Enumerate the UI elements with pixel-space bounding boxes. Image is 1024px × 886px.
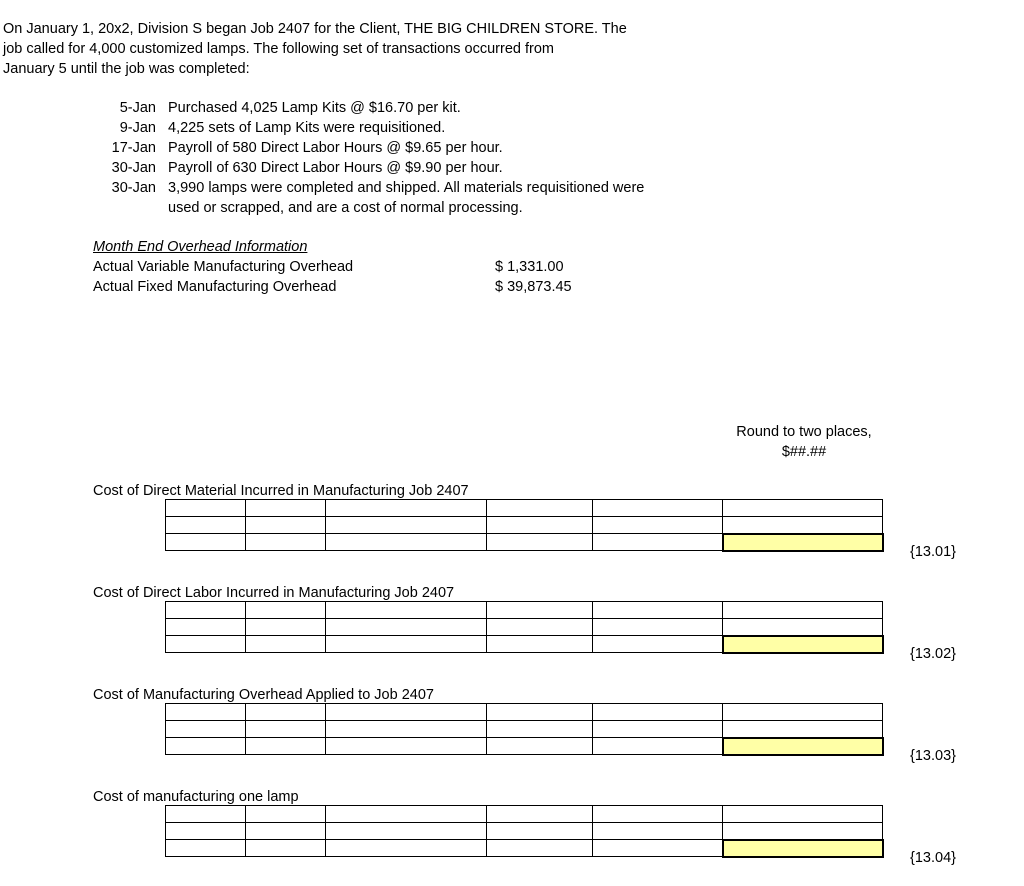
grid-cell[interactable] bbox=[326, 806, 487, 823]
reference-code: {13.04} bbox=[910, 850, 956, 866]
grid-cell[interactable] bbox=[326, 738, 487, 755]
grid-cell[interactable] bbox=[487, 517, 593, 534]
grid-cell[interactable] bbox=[487, 619, 593, 636]
overhead-label: Actual Variable Manufacturing Overhead bbox=[93, 259, 354, 275]
grid-cell[interactable] bbox=[246, 500, 326, 517]
transaction-desc: 4,225 sets of Lamp Kits were requisitioned. bbox=[168, 120, 446, 136]
grid-cell[interactable] bbox=[326, 721, 487, 738]
grid-cell[interactable] bbox=[166, 721, 246, 738]
grid-cell[interactable] bbox=[246, 721, 326, 738]
transaction-desc: used or scrapped, and are a cost of normal processing. bbox=[168, 200, 523, 216]
grid-cell[interactable] bbox=[593, 619, 723, 636]
grid-cell[interactable] bbox=[246, 619, 326, 636]
grid-cell[interactable] bbox=[166, 806, 246, 823]
reference-code: {13.02} bbox=[910, 646, 956, 662]
grid-cell[interactable] bbox=[487, 704, 593, 721]
answer-grid-overhead-applied bbox=[165, 703, 884, 756]
transaction-row bbox=[100, 118, 800, 138]
grid-cell[interactable] bbox=[723, 500, 883, 517]
overhead-label: Actual Fixed Manufacturing Overhead bbox=[93, 279, 337, 295]
grid-cell[interactable] bbox=[326, 500, 487, 517]
grid-cell[interactable] bbox=[246, 738, 326, 755]
grid-cell[interactable] bbox=[246, 636, 326, 653]
overhead-heading: Month End Overhead Information bbox=[93, 239, 308, 255]
grid-cell[interactable] bbox=[246, 704, 326, 721]
answer-grid-direct-material bbox=[165, 499, 884, 552]
grid-cell[interactable] bbox=[593, 721, 723, 738]
reference-code: {13.01} bbox=[910, 544, 956, 560]
overhead-value: $ 39,873.45 bbox=[495, 279, 572, 295]
grid-cell[interactable] bbox=[166, 636, 246, 653]
grid-cell[interactable] bbox=[487, 806, 593, 823]
grid-cell[interactable] bbox=[166, 738, 246, 755]
rounding-instruction: Round to two places, $##.## bbox=[736, 424, 872, 460]
answer-cell[interactable] bbox=[723, 738, 883, 755]
transaction-desc: Payroll of 630 Direct Labor Hours @ $9.90 per hour. bbox=[168, 160, 503, 176]
grid-cell[interactable] bbox=[487, 636, 593, 653]
grid-cell[interactable] bbox=[246, 534, 326, 551]
transaction-row bbox=[100, 178, 800, 198]
grid-cell[interactable] bbox=[246, 840, 326, 857]
intro-paragraph bbox=[3, 19, 627, 79]
transaction-desc: Payroll of 580 Direct Labor Hours @ $9.65 per hour. bbox=[168, 140, 503, 156]
grid-cell[interactable] bbox=[166, 517, 246, 534]
grid-cell[interactable] bbox=[723, 602, 883, 619]
transaction-date: 17-Jan bbox=[111, 140, 156, 156]
grid-cell[interactable] bbox=[487, 823, 593, 840]
transaction-row bbox=[100, 158, 800, 178]
grid-cell[interactable] bbox=[166, 704, 246, 721]
transaction-desc: Purchased 4,025 Lamp Kits @ $16.70 per kit. bbox=[168, 100, 461, 116]
grid-cell[interactable] bbox=[326, 619, 487, 636]
grid-cell[interactable] bbox=[723, 721, 883, 738]
grid-cell[interactable] bbox=[326, 602, 487, 619]
grid-cell[interactable] bbox=[166, 840, 246, 857]
grid-cell[interactable] bbox=[326, 704, 487, 721]
grid-cell[interactable] bbox=[166, 602, 246, 619]
grid-cell[interactable] bbox=[723, 704, 883, 721]
answer-cell[interactable] bbox=[723, 636, 883, 653]
grid-cell[interactable] bbox=[326, 534, 487, 551]
grid-cell[interactable] bbox=[723, 823, 883, 840]
transaction-date: 30-Jan bbox=[111, 180, 156, 196]
transaction-row bbox=[100, 98, 800, 118]
intro-line: On January 1, 20x2, Division S began Job 2407 for the Client, THE BIG CHILDREN STORE. The bbox=[3, 21, 627, 37]
grid-cell[interactable] bbox=[593, 636, 723, 653]
grid-cell[interactable] bbox=[246, 517, 326, 534]
transaction-date: 5-Jan bbox=[119, 100, 156, 116]
grid-cell[interactable] bbox=[246, 806, 326, 823]
transaction-row bbox=[100, 198, 800, 218]
answer-cell[interactable] bbox=[723, 534, 883, 551]
grid-cell[interactable] bbox=[593, 704, 723, 721]
transaction-desc: 3,990 lamps were completed and shipped. All materials requisitioned were bbox=[168, 180, 645, 196]
section-title-overhead-applied: Cost of Manufacturing Overhead Applied to Job 2407 bbox=[93, 687, 434, 703]
grid-cell[interactable] bbox=[166, 534, 246, 551]
transaction-date: 9-Jan bbox=[119, 120, 156, 136]
grid-cell[interactable] bbox=[487, 840, 593, 857]
grid-cell[interactable] bbox=[593, 602, 723, 619]
grid-cell[interactable] bbox=[246, 602, 326, 619]
answer-grid-direct-labor bbox=[165, 601, 884, 654]
grid-cell[interactable] bbox=[723, 517, 883, 534]
grid-cell[interactable] bbox=[593, 840, 723, 857]
grid-cell[interactable] bbox=[593, 806, 723, 823]
section-title-cost-per-lamp: Cost of manufacturing one lamp bbox=[93, 789, 299, 805]
grid-cell[interactable] bbox=[326, 840, 487, 857]
grid-cell[interactable] bbox=[593, 534, 723, 551]
grid-cell[interactable] bbox=[246, 823, 326, 840]
grid-cell[interactable] bbox=[326, 636, 487, 653]
grid-cell[interactable] bbox=[487, 721, 593, 738]
grid-cell[interactable] bbox=[166, 500, 246, 517]
grid-cell[interactable] bbox=[593, 517, 723, 534]
transaction-row bbox=[100, 138, 800, 158]
transaction-date: 30-Jan bbox=[111, 160, 156, 176]
grid-cell[interactable] bbox=[487, 602, 593, 619]
grid-cell[interactable] bbox=[593, 738, 723, 755]
grid-cell[interactable] bbox=[487, 534, 593, 551]
intro-line: job called for 4,000 customized lamps. The following set of transactions occurred from bbox=[3, 41, 554, 57]
grid-cell[interactable] bbox=[326, 517, 487, 534]
reference-code: {13.03} bbox=[910, 748, 956, 764]
grid-cell[interactable] bbox=[326, 823, 487, 840]
answer-cell[interactable] bbox=[723, 840, 883, 857]
grid-cell[interactable] bbox=[487, 738, 593, 755]
grid-cell[interactable] bbox=[723, 619, 883, 636]
grid-cell[interactable] bbox=[593, 823, 723, 840]
grid-cell[interactable] bbox=[593, 500, 723, 517]
answer-grid-cost-per-lamp bbox=[165, 805, 884, 858]
section-title-direct-material: Cost of Direct Material Incurred in Manufacturing Job 2407 bbox=[93, 483, 469, 499]
section-title-direct-labor: Cost of Direct Labor Incurred in Manufacturing Job 2407 bbox=[93, 585, 455, 601]
grid-cell[interactable] bbox=[723, 806, 883, 823]
grid-cell[interactable] bbox=[487, 500, 593, 517]
intro-line: January 5 until the job was completed: bbox=[3, 61, 250, 77]
grid-cell[interactable] bbox=[166, 823, 246, 840]
overhead-value: $ 1,331.00 bbox=[495, 259, 564, 275]
grid-cell[interactable] bbox=[166, 619, 246, 636]
